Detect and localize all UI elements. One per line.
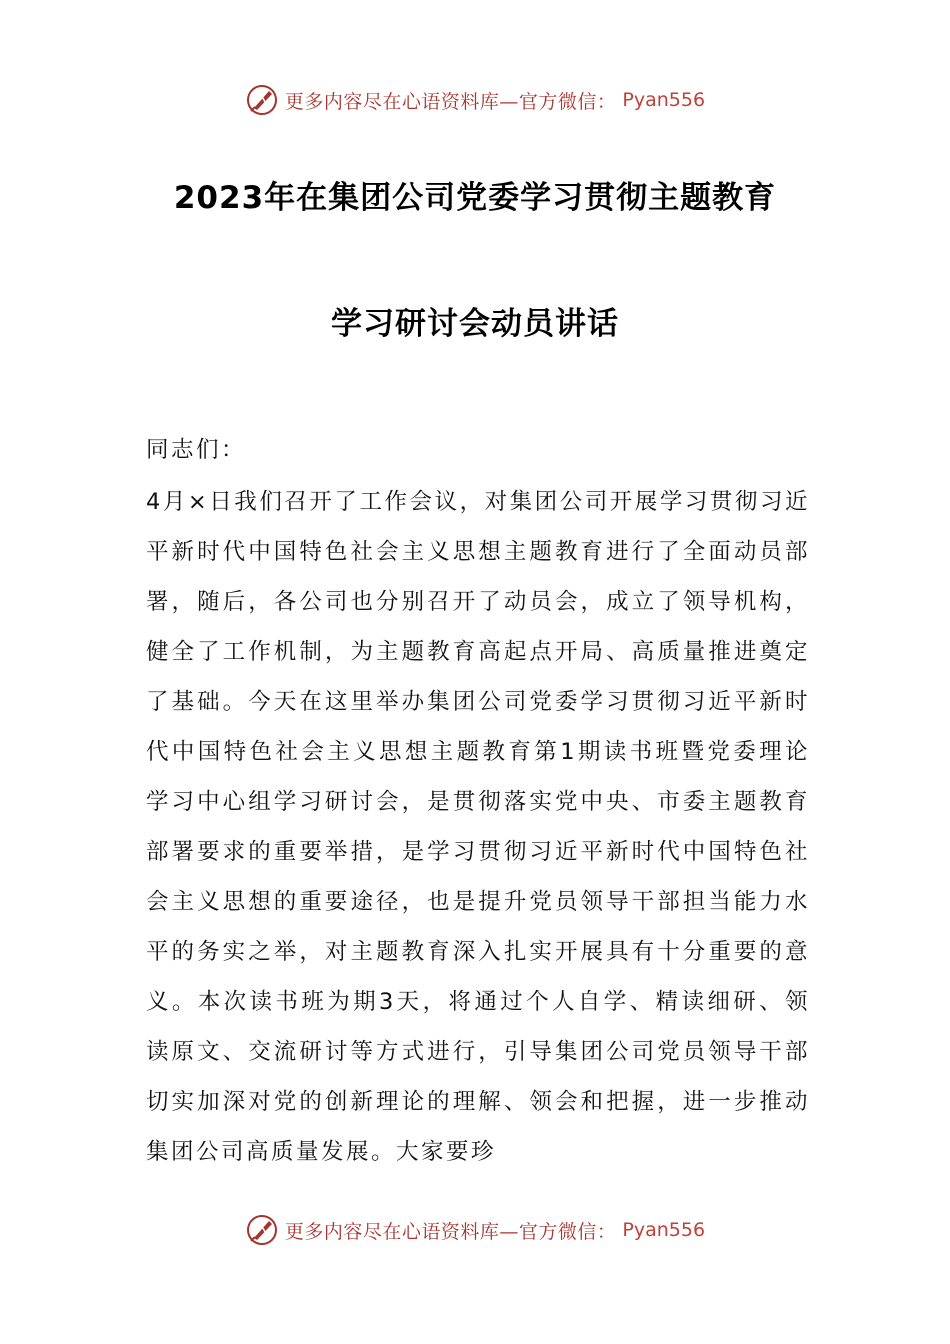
banner-slogan: 更多内容尽在心语资料库—官方微信： [284, 90, 617, 113]
banner-wechat-id: Pyan556 [622, 1219, 706, 1241]
footer-banner [0, 1210, 950, 1250]
document-title-line-2: 学习研讨会动员讲话 [331, 306, 619, 342]
body-paragraph: 4月×日我们召开了工作会议，对集团公司开展学习贯彻习近平新时代中国特色社会主义思想主题教育进行了全面动员部署，随后，各公司也分别召开了动员会，成立了领导机构，健全了工作机制，为主题教育高起点开局、高质量推进奠定了基础。今天在这里举办集团公司党委学习贯彻习近平新时代中国特色社会主义思想主题教育第1期读书班暨党委理论学习中心组学习研讨会，是贯彻落实党中央、市委主题教育部署要求的重要举措，是学习贯彻习近平新时代中国特色社会主义思想的重要途径，也是提升党员领导干部担当能力水平的务实之举，对主题教育深入扎实开展具有十分重要的意义。本次读书班为期3天，将通过个人自学、精读细研、领读原文、交流研讨等方式进行，引导集团公司党员领导干部切实加深对党的创新理论的理解、领会和把握，进一步推动集团公司高质量发展。大家要珍 [146, 489, 810, 1165]
quill-pen-logo-icon [245, 83, 279, 117]
banner-wechat-id: Pyan556 [622, 89, 706, 111]
banner-slogan: 更多内容尽在心语资料库—官方微信： [284, 1220, 617, 1243]
header-banner [0, 80, 950, 120]
document-title-line-1: 2023年在集团公司党委学习贯彻主题教育 [173, 180, 777, 216]
quill-pen-logo-icon [245, 1213, 279, 1247]
salutation: 同志们： [146, 437, 247, 463]
